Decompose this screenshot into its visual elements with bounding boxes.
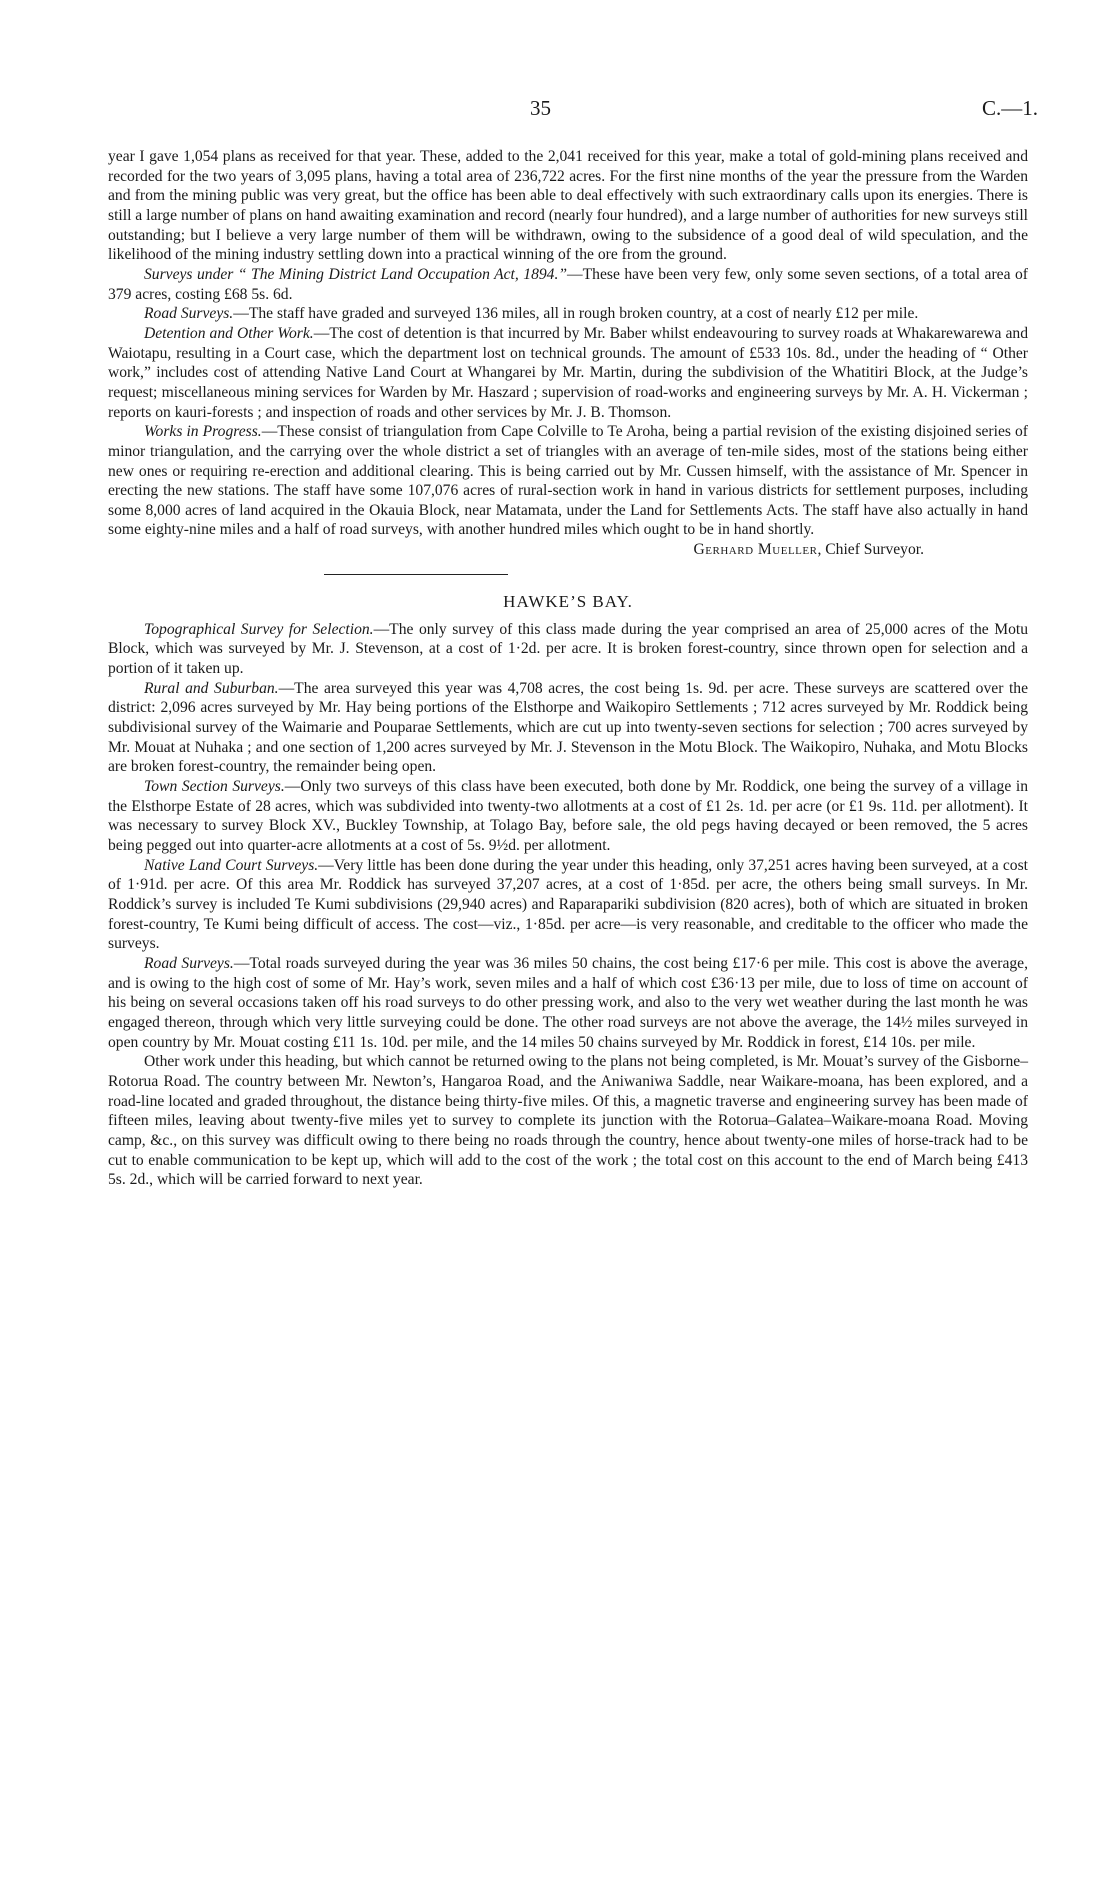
paragraph-lead: Topographical Survey for Selection.	[144, 620, 374, 638]
signature-name: Gerhard Mueller	[693, 541, 818, 559]
paragraph-road-surveys	[108, 304, 1028, 324]
paragraph-lead: Native Land Court Surveys.	[144, 856, 319, 874]
paragraph-text: —Very little has been done during the year under this heading, only 37,251 acres having been surveyed, at a cost of 1·91d. per acre. Of this area Mr. Roddick has surveyed 37,207 acres, at a cost of 1·85d. per acre, the others being small surveys. In Mr. Roddick’s survey is included Te Kumi subdivisions (29,940 acres) and Raparapariki subdivision (820 acres), both of which are situated in broken forest-country, Te Kumi being difficult of access. The cost—viz., 1·85d. per acre—is very reasonable, and creditable to the officer who made the surveys.	[108, 856, 1028, 953]
paragraph-text: Other work under this heading, but which cannot be returned owing to the plans not being completed, is Mr. Mouat’s survey of the Gisborne–Rotorua Road. The country between Mr. Newton’s, Hangaroa Road, and the Aniwaniwa Saddle, near Waikare-moana, has been explored, and a road-line located and graded throughout, the distance being thirty-five miles. Of this, a magnetic traverse and engineering survey has been made of fifteen miles, leaving about twenty-five miles yet to survey to complete its junction with the Rotorua–Galatea–Waikare-moana Road. Moving camp, &c., on this survey was difficult owing to there being no roads through the country, hence about twenty-one miles of horse-track had to be cut to enable communication to be kept up, which will add to the cost of the work ; the total cost on this account to the end of March being £413 5s. 2d., which will be carried forward to next year.	[108, 1053, 1028, 1189]
paragraph-detention	[108, 324, 1028, 422]
paragraph-town-section	[108, 777, 1028, 856]
paragraph-text: —The cost of detention is that incurred by Mr. Baber whilst endeavouring to survey roads at Whakarewarewa and Waiotapu, resulting in a Court case, which the department lost on technical grounds. The amount of £533 10s. 8d., under the heading of “ Other work,” includes cost of attending Native Land Court at Whangarei by Mr. Martin, during the subdivision of the Whatitiri Block, at the Judge’s request; miscellaneous mining services for Warden by Mr. Haszard ; supervision of road-works and engineering surveys by Mr. A. H. Vickerman ; reports on kauri-forests ; and inspection of roads and other services by Mr. J. B. Thomson.	[108, 324, 1029, 421]
page-header	[0, 96, 1114, 126]
paragraph-text: —The staff have graded and surveyed 136 miles, all in rough broken country, at a cost of nearly £12 per mile.	[233, 305, 919, 323]
paragraph-text: —The only survey of this class made during the year comprised an area of 25,000 acres of the Motu Block, which was surveyed by Mr. J. Stevenson, at a cost of 1·2d. per acre. It is broken forest-country, since thrown open for selection and a portion of it taken up.	[108, 620, 1028, 678]
paragraph-lead: Rural and Suburban.	[144, 679, 279, 697]
paragraph-other-work	[108, 1052, 1028, 1190]
section-heading: HAWKE’S BAY.	[503, 591, 633, 611]
paragraph-text: —These consist of triangulation from Cape Colville to Te Aroha, being a partial revision of the existing disjoined series of minor triangulation, and the carrying over the whole district a set of triangles with an average of ten-mile sides, most of the stations being either new ones or requiring re-erection and additional clearing. This is being carried out by Mr. Cussen himself, with the assistance of Mr. Spencer in erecting the new stations. The staff have some 107,076 acres of rural-section work in hand in various districts for settlement purposes, including some 8,000 acres of land acquired in the Okauia Block, near Matamata, under the Land for Settlements Acts. The staff have also actually in hand some eighty-nine miles and a half of road surveys, with another hundred miles which ought to be in hand shortly.	[108, 423, 1028, 539]
paragraph-lead: Detention and Other Work.	[144, 324, 314, 342]
paragraph-text: —The area surveyed this year was 4,708 acres, the cost being 1s. 9d. per acre. These surveys are scattered over the district: 2,096 acres surveyed by Mr. Hay being portions of the Elsthorpe and Waikopiro Settlements ; 712 acres surveyed by Mr. Roddick being subdivisional survey of the Waimarie and Pouparae Settlements, which are cut up into twenty-seven sections for selection ; 700 acres surveyed by Mr. Mouat at Nuhaka ; and one section of 1,200 acres surveyed by Mr. J. Stevenson in the Motu Block. The Waikopiro, Nuhaka, and Motu Blocks are broken forest-country, the remainder being open.	[108, 679, 1028, 776]
paper-reference: C.—1.	[981, 96, 1038, 120]
opening-paragraph: year I gave 1,054 plans as received for that year. These, added to the 2,041 received for this year, make a total of gold-mining plans received and recorded for the two years of 3,095 plans, having a total area of 236,722 acres. For the first nine months of the year the pressure from the Warden and from the mining public was very great, but the office has been able to deal effectively with such extraordinary calls upon its energies. There is still a large number of plans on hand awaiting examination and record (nearly four hundred), and a large number of authorities for new surveys still outstanding; but I believe a very large number of them will be withdrawn, owing to the subsidence of a good deal of wild speculation, and the likelihood of the mining industry settling down into a practical winning of the ore from the ground.	[108, 148, 1028, 264]
signature-title: , Chief Surveyor.	[817, 541, 924, 559]
paragraph-lead: Town Section Surveys.	[144, 778, 285, 796]
paragraph-native-land-court	[108, 856, 1028, 954]
signature	[108, 540, 1028, 560]
paragraph-topographical	[108, 620, 1028, 679]
divider-line	[324, 574, 508, 575]
paragraph-rural-suburban	[108, 679, 1028, 777]
paragraph-text: —Only two surveys of this class have been executed, both done by Mr. Roddick, one being the survey of a village in the Elsthorpe Estate of 28 acres, which was subdivided into twenty-two allotments at a cost of £1 2s. 1d. per acre (or £1 9s. 11d. per allotment). It was necessary to survey Block XV., Buckley Township, at Tolago Bay, before sale, the old pegs having decayed or been removed, the 5 acres being pegged out into quarter-acre allotments at a cost of 5s. 9½d. per allotment.	[108, 778, 1029, 854]
page-body	[108, 147, 1028, 1190]
paragraph-text: —These have been very few, only some seven sections, of a total area of 379 acres, costing £68 5s. 6d.	[108, 265, 1028, 303]
paragraph-mining-occupation	[108, 265, 1028, 304]
section-divider	[108, 560, 1028, 590]
paragraph-works-in-progress	[108, 422, 1028, 540]
page-number: 35	[530, 96, 551, 120]
paragraph-road-surveys-hb	[108, 954, 1028, 1052]
paragraph-lead: Road Surveys.	[144, 954, 234, 972]
paragraph-text: —Total roads surveyed during the year was 36 miles 50 chains, the cost being £17·6 per mile. This cost is above the average, and is owing to the high cost of some of Mr. Hay’s work, seven miles and a half of which cost £36·13 per mile, due to loss of time on account of his being on several occasions taken off his road surveys to do other pressing work, and also to the very wet weather during the last month he was engaged thereon, through which very little surveying could be done. The other road surveys are not above the average, the 14½ miles surveyed in open country by Mr. Mouat costing £11 1s. 10d. per mile, and the 14 miles 50 chains surveyed by Mr. Roddick in forest, £14 10s. per mile.	[108, 954, 1028, 1051]
paragraph-lead: Works in Progress.	[144, 423, 262, 441]
paragraph-lead: Surveys under “ The Mining District Land Occupation Act, 1894.”	[144, 265, 568, 283]
paragraph-lead: Road Surveys.	[144, 305, 234, 323]
